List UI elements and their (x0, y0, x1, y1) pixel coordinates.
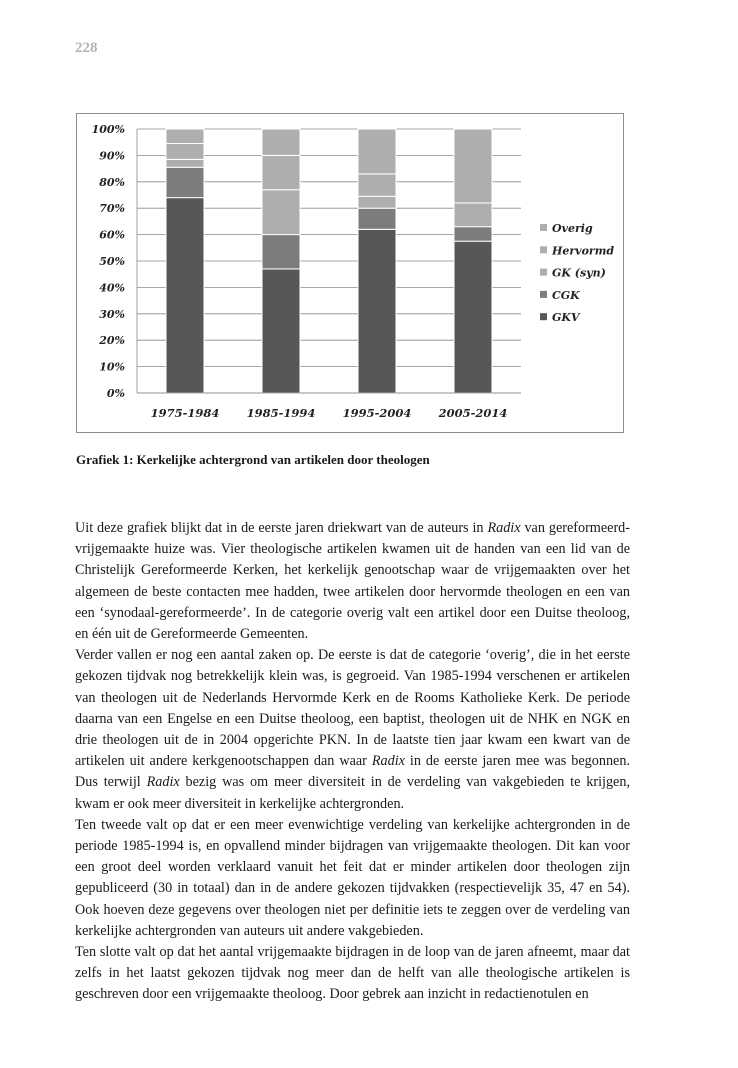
bar-segment-gkv (358, 229, 396, 393)
bar-segment-overig (166, 129, 204, 144)
legend-swatch (540, 224, 547, 231)
bar-segment-hervormd (166, 144, 204, 160)
bar-segment-overig (358, 129, 396, 174)
y-tick-label: 60% (99, 228, 125, 242)
page-number: 228 (75, 40, 98, 56)
legend-swatch (540, 291, 547, 298)
bar-segment-gkv (262, 269, 300, 393)
legend-label: GK (syn) (552, 266, 606, 280)
x-tick-label: 2005-2014 (438, 406, 508, 420)
chart-svg (77, 114, 625, 434)
paragraph: Ten slotte valt op dat het aantal vrijgemaakte bijdragen in de loop van de jaren afneemt, maar dat zelfs in het laatst gekozen tijdvak nog meer dan de helft van alle theologische artikelen is geschreven door een vrijgemaakte theoloog. Door gebrek aan inzicht in redactienotulen en (75, 944, 630, 1003)
legend-label: CGK (552, 288, 580, 302)
y-tick-label: 10% (99, 360, 125, 374)
bar-segment-overig (454, 129, 492, 203)
y-tick-label: 80% (99, 175, 125, 189)
legend-label: Hervormd (552, 244, 615, 258)
legend-swatch (540, 269, 547, 276)
bar-segment-gk-syn (166, 159, 204, 167)
bar-segment-gk-syn (262, 190, 300, 235)
legend-label: Overig (552, 222, 593, 235)
bar-segment-overig (262, 129, 300, 155)
paragraph: Verder vallen er nog een aantal zaken op. De eerste is dat de categorie ‘overig’, die in het eerste gekozen tijdvak nog betrekkelijk klein was, is gegroeid. Van 1985-1994 verschenen er artikelen van theologen uit de Nederlands Hervormde Kerk en de Rooms Katholieke Kerk. De periode daarna van een Engelse en een Duitse theoloog, een baptist, theologen uit de NHK en NGK en drie theologen uit de in 2004 opgerichte PKN. In de laatste tien jaar kwam een kwart van de artikelen uit andere kerkgenootschappen dan waar Radix in de eerste jaren mee was begonnen. Dus terwijl Radix bezig was om meer diversiteit in de verdeling van vakgebieden te krijgen, kwam er ook meer diversiteit in kerkelijke achtergronden. (75, 647, 630, 812)
y-tick-label: 30% (99, 307, 125, 321)
legend-swatch (540, 246, 547, 253)
bar-segment-gkv (454, 241, 492, 393)
y-tick-label: 100% (91, 123, 125, 136)
y-tick-label: 90% (99, 149, 125, 163)
bar-segment-cgk (454, 227, 492, 242)
paragraph: Uit deze grafiek blijkt dat in de eerste jaren driekwart van de auteurs in Radix van gereformeerd-vrijgemaakte huize was. Vier theologische artikelen kwamen uit de handen van een lid van de Christelijk Gereformeerde Kerken, het kerkelijk genootschap waar de vrijgemaakten over het algemeen de beste contacten mee hadden, twee artikelen door hervormde theologen en een van een ‘synodaal-gereformeerde’. In de categorie overig valt een artikel door een Duitse theoloog, en één uit de Gereformeerde Gemeenten. (75, 520, 630, 643)
y-tick-label: 0% (106, 387, 125, 400)
x-tick-label: 1975-1984 (150, 406, 220, 420)
bar-segment-gkv (166, 198, 204, 393)
figure-caption: Grafiek 1: Kerkelijke achtergrond van artikelen door theologen (76, 452, 430, 467)
bar-segment-hervormd (262, 155, 300, 189)
y-tick-label: 20% (99, 334, 125, 348)
y-tick-label: 40% (99, 281, 125, 295)
bar-segment-cgk (262, 235, 300, 269)
y-tick-label: 50% (99, 255, 125, 268)
bar-segment-gk-syn (454, 203, 492, 227)
y-tick-label: 70% (99, 202, 125, 216)
legend-label: GKV (552, 311, 580, 325)
bar-segment-hervormd (358, 174, 396, 196)
x-tick-label: 1995-2004 (342, 406, 412, 420)
body-text (75, 518, 630, 1006)
bar-segment-cgk (358, 208, 396, 229)
x-tick-label: 1985-1994 (246, 406, 316, 420)
stacked-bar-chart (76, 113, 624, 433)
paragraph: Ten tweede valt op dat er een meer evenwichtige verdeling van kerkelijke achtergronden in de periode 1985-1994 is, en opvallend minder bijdragen van vrijgemaakte theologen. Dit kan voor een groot deel worden verklaard vanuit het feit dat er minder artikelen door theologen zijn gepubliceerd (30 in totaal) dan in de andere gekozen tijdvakken (respectievelijk 35, 47 en 54). Ook hoeven deze gegevens over theologen niet per definitie iets te zeggen over de verdeling van kerkelijke achtergronden van auteurs uit andere vakgebieden. (75, 816, 630, 939)
legend-swatch (540, 313, 547, 320)
bar-segment-cgk (166, 167, 204, 197)
bar-segment-gk-syn (358, 196, 396, 208)
